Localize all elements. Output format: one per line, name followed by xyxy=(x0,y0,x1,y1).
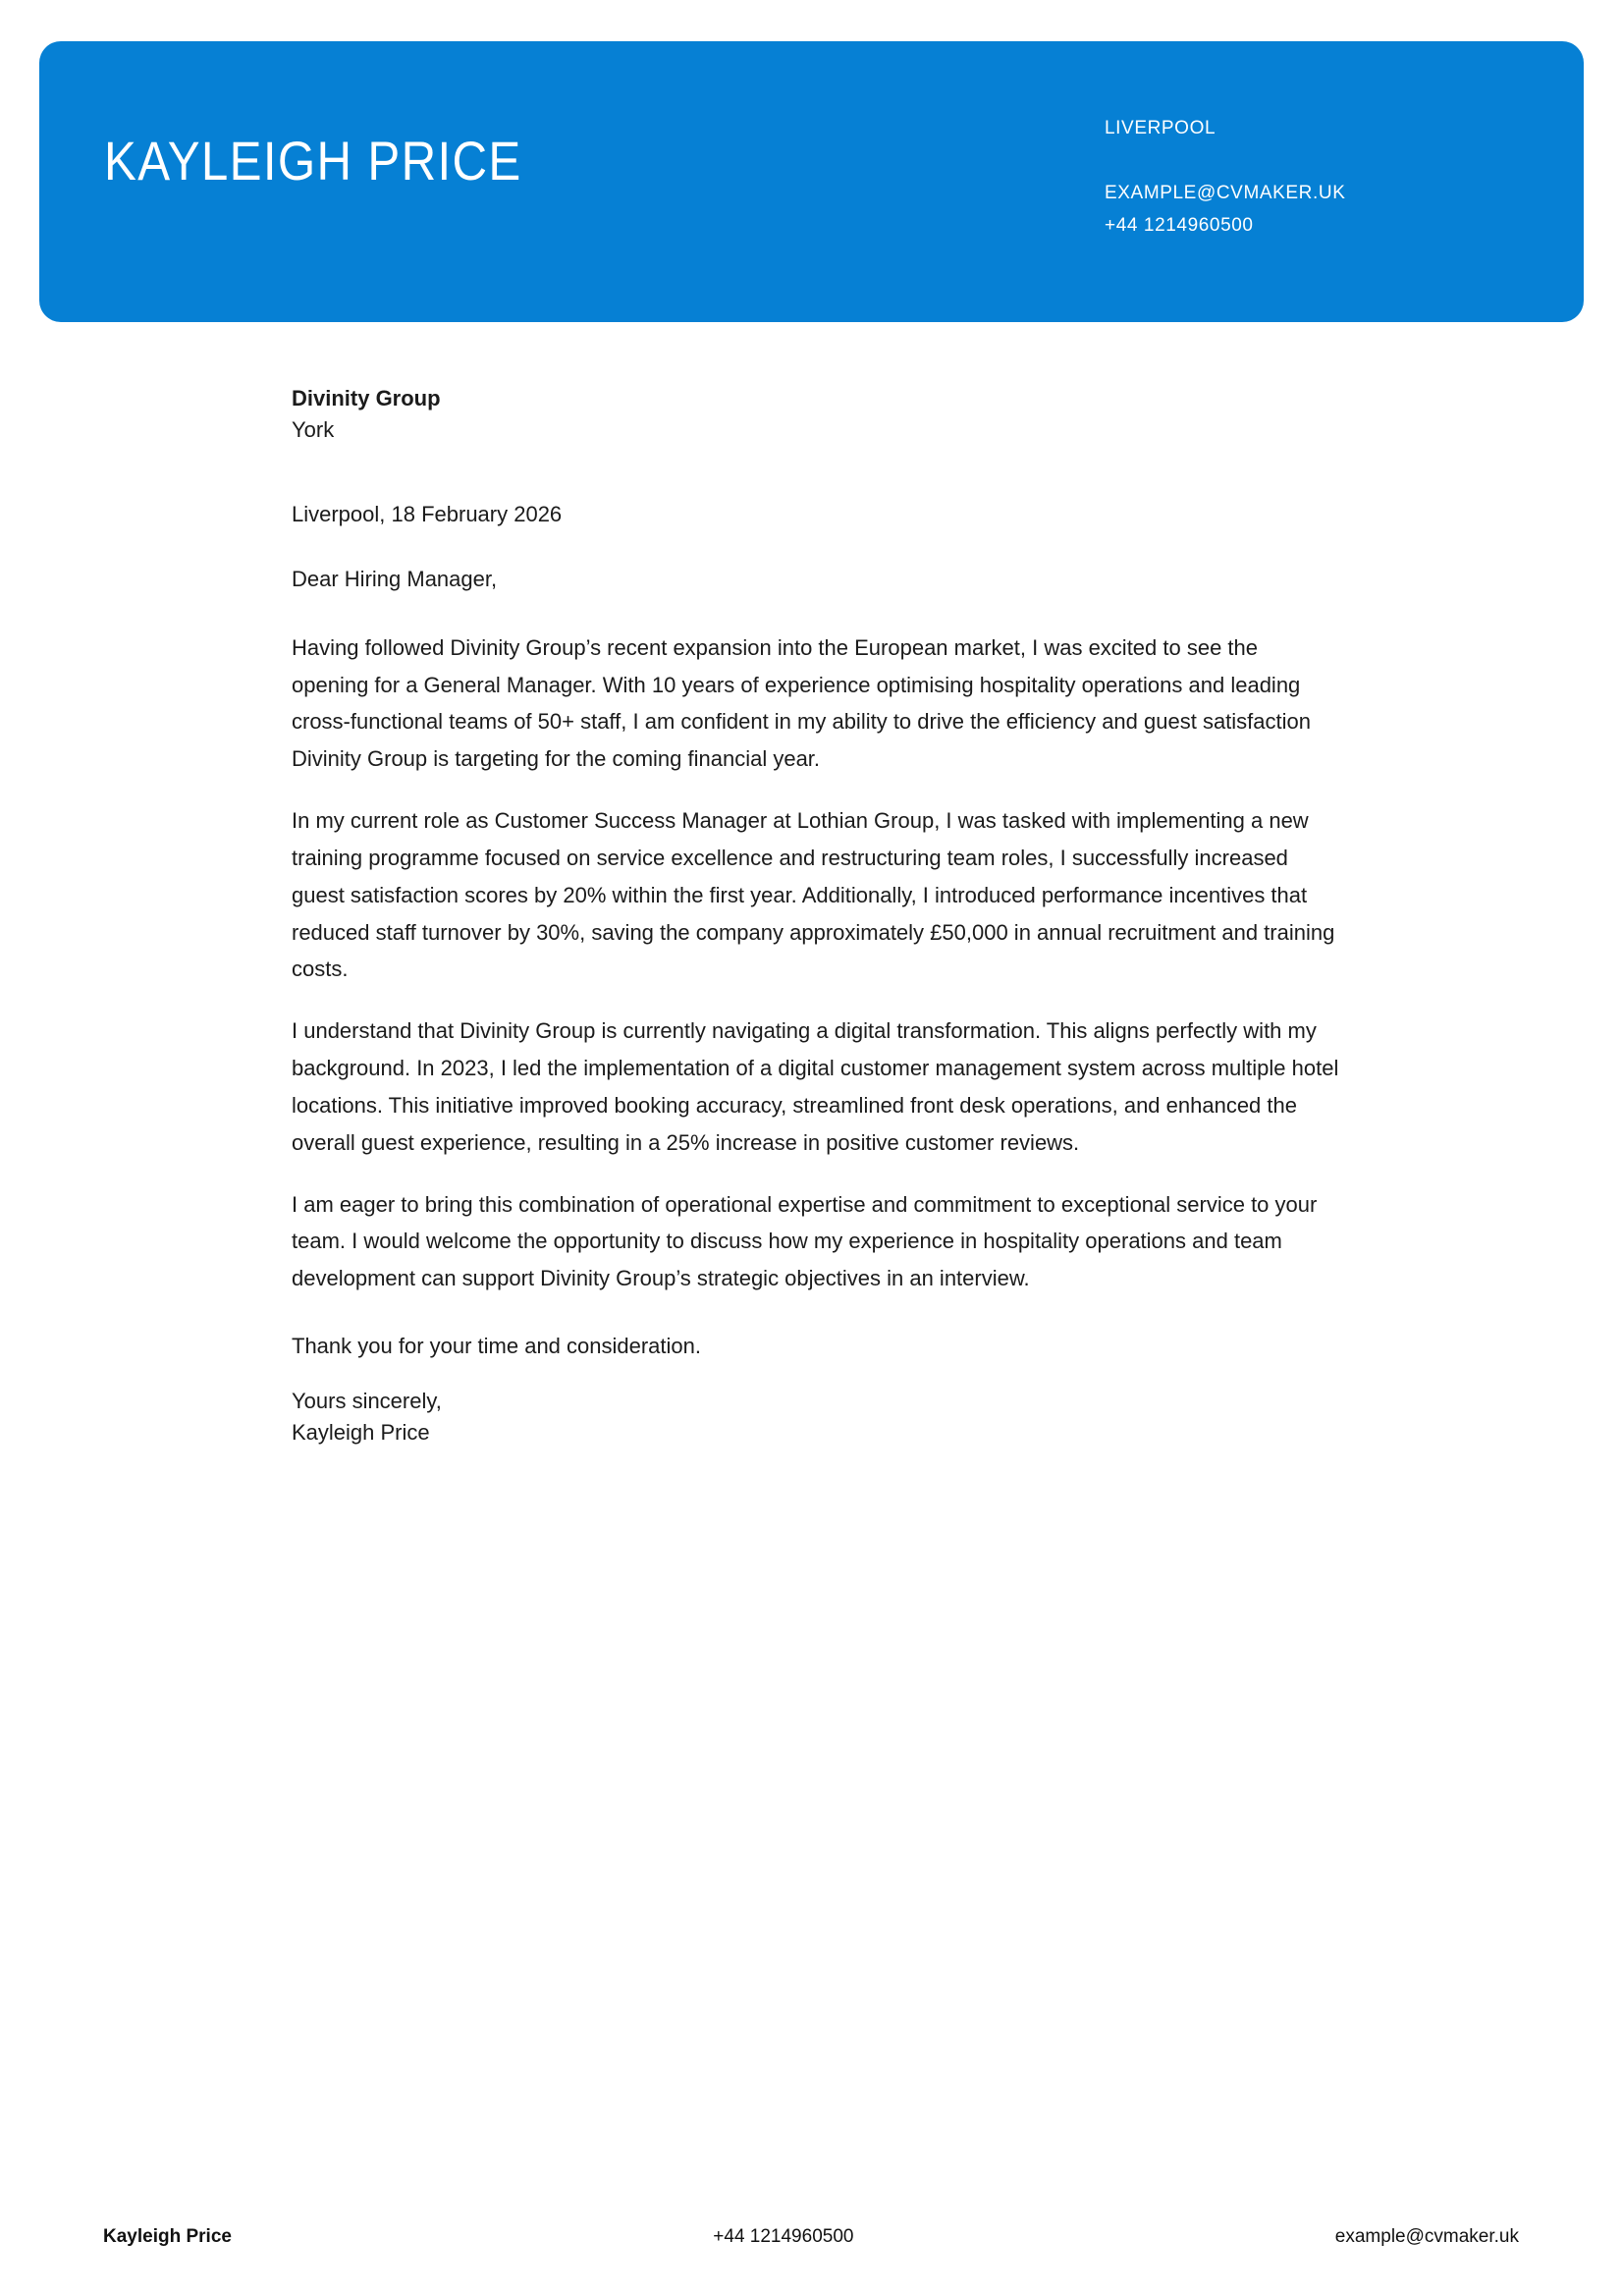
recipient-city: York xyxy=(292,416,335,442)
recipient-block xyxy=(292,383,1340,446)
header-phone[interactable]: +44 1214960500 xyxy=(1105,215,1254,236)
header-email[interactable]: EXAMPLE@CVMAKER.UK xyxy=(1105,183,1346,203)
date-line: Liverpool, 18 February 2026 xyxy=(292,501,563,526)
body-paragraphs xyxy=(292,629,1340,1297)
footer-email[interactable]: example@cvmaker.uk xyxy=(1334,2226,1519,2247)
page-footer xyxy=(0,2217,1622,2257)
header-contact-block xyxy=(1105,118,1556,237)
signoff-name: Kayleigh Price xyxy=(292,1419,430,1445)
body-paragraph: In my current role as Customer Success Manager at Lothian Group, I was tasked with implementing a new training programme focused on service excellence and restructuring team roles, I successfully increased guest satisfaction scores by 20% within the first year. Additionally, I introduced performance incentives that reduced staff turnover by 30%, saving the company approximately £50,000 in annual recruitment and training costs. xyxy=(292,808,1335,982)
salutation: Dear Hiring Manager, xyxy=(292,566,498,591)
body-paragraph: I understand that Divinity Group is currently navigating a digital transformation. This aligns perfectly with my background. In 2023, I led the implementation of a digital customer management system across multiple hotel locations. This initiative improved booking accuracy, streamlined front desk operations, and enhanced the overall guest experience, resulting in a 25% increase in positive customer reviews. xyxy=(292,1018,1339,1155)
closing-thanks: Thank you for your time and consideration. xyxy=(292,1334,702,1359)
footer-phone[interactable]: +44 1214960500 xyxy=(713,2226,854,2247)
body-paragraph: Having followed Divinity Group’s recent expansion into the European market, I was excited to see the opening for a General Manager. With 10 years of experience optimising hospitality operations and leading cross-functional teams of 50+ staff, I am confident in my ability to drive the efficiency and guest satisfaction Divinity Group is targeting for the coming financial year. xyxy=(292,634,1311,772)
signoff-block xyxy=(292,1386,1340,1449)
header-location: LIVERPOOL xyxy=(1105,118,1216,138)
closing-block xyxy=(292,1334,1340,1449)
header-banner xyxy=(39,41,1584,322)
letter-body xyxy=(292,383,1340,1449)
signoff-phrase: Yours sincerely, xyxy=(292,1389,442,1414)
recipient-company: Divinity Group xyxy=(292,386,441,410)
footer-name: Kayleigh Price xyxy=(103,2226,232,2247)
applicant-name-title: KAYLEIGH PRICE xyxy=(104,130,522,191)
body-paragraph: I am eager to bring this combination of operational expertise and commitment to exceptional service to your team. I would welcome the opportunity to discuss how my experience in hospitality operations and team development can support Divinity Group’s strategic objectives in an interview. xyxy=(292,1191,1318,1291)
